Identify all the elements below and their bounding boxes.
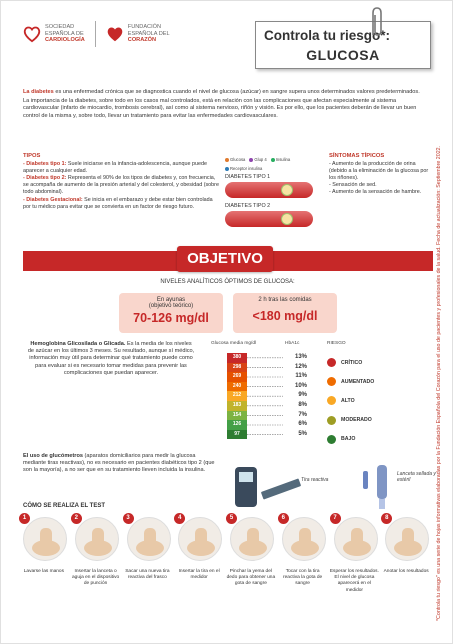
- title-line-1: Controla tu riesgo*:: [264, 28, 391, 43]
- step-caption: Esperar los resultados. El nivel de glucosa aparecerá en el medidor: [329, 569, 379, 593]
- fasting-range-box: [119, 293, 223, 333]
- logos: [23, 21, 170, 47]
- tipos-text: Se inicia en el embarazo y debe estar bien controlada por tu médico para evitar que se convierta en un factor de riesgo futuro.: [23, 196, 213, 210]
- diabetes-type-2-label: DIABETES TIPO 2: [225, 203, 271, 209]
- glucose-dot-icon: [225, 158, 229, 162]
- step-number: 3: [123, 513, 134, 524]
- glucosa-header: Glucosa media mg/dl: [211, 341, 257, 346]
- riesgo-item: [327, 372, 417, 391]
- hba1c-cell: 6%: [298, 421, 307, 428]
- legend-label: Receptor insulina: [230, 166, 263, 171]
- legend-item: [249, 157, 266, 162]
- risk-dot-icon: [327, 435, 336, 444]
- risk-dot-icon: [327, 377, 336, 386]
- step-number: 4: [174, 513, 185, 524]
- risk-dot-icon: [327, 416, 336, 425]
- tipos-item: [23, 175, 219, 196]
- tipos-text: Representa el 90% de los tipos de diabetes y, con frecuencia, se acompaña de aumento de la presión arterial y del colesterol, y obesidad (sobre todo abdominal).: [23, 175, 219, 196]
- range-value: <180 mg/dl: [252, 309, 318, 323]
- step-caption: Tocar con la tira reactiva la gota de sangre: [283, 569, 323, 587]
- hba1c-cell: 7%: [298, 411, 307, 418]
- step-illustration-icon: [334, 517, 378, 561]
- range-label: En ayunas: [156, 297, 186, 303]
- glucosa-cell: 380: [227, 353, 247, 363]
- legend-label: Glucosa: [230, 157, 246, 162]
- tipos-item: [23, 197, 219, 211]
- hba1c-cell: 5%: [298, 430, 307, 437]
- receptor-dot-icon: [225, 167, 229, 171]
- diabetes-type-1-label: DIABETES TIPO 1: [225, 174, 271, 180]
- riesgo-label: CRÍTICO: [341, 359, 363, 366]
- heart-logo-icon: [106, 25, 124, 43]
- glucosa-cell: 212: [227, 391, 247, 401]
- lanceta-label: Lanceta sellada y estéril: [397, 471, 436, 483]
- lancet-icon: [363, 471, 368, 489]
- riesgo-label: ALTO: [341, 397, 355, 404]
- glucosa-column: [227, 353, 247, 439]
- step-number: 2: [71, 513, 82, 524]
- step-illustration-icon: [75, 517, 119, 561]
- legend-item: [225, 166, 262, 171]
- title-line-2: GLUCOSA: [306, 47, 380, 63]
- connector-lines: [247, 353, 283, 449]
- postmeal-range-box: [233, 293, 337, 333]
- step-caption: Insertar la tira en el medidor: [178, 569, 220, 581]
- glucosa-cell: 240: [227, 382, 247, 392]
- glucosa-cell: 269: [227, 372, 247, 382]
- sintomas-item: - Sensación de sed.: [329, 182, 377, 189]
- niveles-heading: NIVELES ANALÍTICOS ÓPTIMOS DE GLUCOSA:: [160, 279, 295, 285]
- test-step: [381, 513, 431, 613]
- step-illustration-icon: [127, 517, 171, 561]
- paperclip-icon: [367, 5, 387, 39]
- step-illustration-icon: [385, 517, 429, 561]
- glucometro-section: [23, 453, 219, 475]
- glucosa-cell: 97: [227, 430, 247, 440]
- cells-legend: [225, 157, 315, 171]
- vertical-footnote: [436, 21, 446, 621]
- cell-icon: [281, 213, 293, 225]
- hba1c-cell: 11%: [295, 373, 307, 380]
- riesgo-label: BAJO: [341, 436, 356, 443]
- steps-row: [19, 513, 431, 613]
- hba1c-description: [27, 341, 195, 377]
- hba1c-header: HbA1c: [285, 341, 300, 346]
- glut4-dot-icon: [249, 158, 253, 162]
- tipos-label: - Diabetes tipo 1:: [23, 161, 67, 168]
- tipos-item: [23, 161, 219, 175]
- risk-dot-icon: [327, 358, 336, 367]
- sintomas-heading: SÍNTOMAS TÍPICOS: [329, 153, 385, 159]
- logo-divider: [95, 21, 96, 47]
- test-step: [71, 513, 121, 613]
- intro-section: [23, 89, 423, 122]
- step-number: 5: [226, 513, 237, 524]
- title-box: [255, 21, 431, 69]
- logo-line: CARDIOLOGÍA: [45, 37, 85, 44]
- step-caption: Anotar los resultados: [383, 569, 429, 574]
- blood-vessel-illustration: [225, 211, 313, 227]
- glucosa-cell: 298: [227, 363, 247, 373]
- range-sublabel: (objetivo teórico): [148, 303, 194, 309]
- cells-illustration: [225, 157, 315, 232]
- test-step: [174, 513, 224, 613]
- blood-vessel-illustration: [225, 182, 313, 198]
- glucometer-icon: [235, 467, 257, 507]
- test-step: [19, 513, 69, 613]
- step-number: 8: [381, 513, 392, 524]
- step-number: 7: [330, 513, 341, 524]
- tipos-section: [23, 153, 219, 211]
- cell-icon: [281, 184, 293, 196]
- risk-dot-icon: [327, 396, 336, 405]
- intro-paragraph-2: La importancia de la diabetes, sobre todo en los casos mal controlados, está en relación con las complicaciones que afectan especialmente al sistema cardiovascular (infarto de miocardio, trombosis cerebral), así como al sistema nervioso, riñón y visión. Es por ello, que los pacientes deberán de llevar un buen control de la misma y, sobre todo, llevar un tratamiento para evitar las enfermedades cardiovasculares.: [23, 98, 417, 119]
- intro-bold: La diabetes: [23, 89, 54, 95]
- logo-line: ESPAÑOLA DE: [45, 30, 84, 37]
- test-step: [123, 513, 173, 613]
- step-illustration-icon: [23, 517, 67, 561]
- step-caption: Lavarse las manos: [23, 569, 64, 574]
- riesgo-item: [327, 353, 417, 372]
- hba1c-bold: Hemoglobina Glicosilada o Glicada.: [30, 341, 126, 347]
- step-caption: Pinchar la yema del dedo para obtener una gota de sangre: [226, 569, 276, 587]
- tira-label: Tira reactiva: [301, 477, 329, 483]
- insulin-dot-icon: [271, 158, 275, 162]
- glucometro-bold: El uso de glucómetros: [23, 453, 83, 459]
- legend-item: [225, 157, 245, 162]
- glucosa-cell: 183: [227, 401, 247, 411]
- step-illustration-icon: [230, 517, 274, 561]
- tipos-heading: TIPOS: [23, 153, 41, 159]
- riesgo-item: [327, 411, 417, 430]
- test-step: [278, 513, 328, 613]
- heart-logo-icon: [23, 25, 41, 43]
- hba1c-column: [283, 353, 307, 439]
- range-value: 70-126 mg/dl: [133, 311, 209, 325]
- step-number: 6: [278, 513, 289, 524]
- range-label: 2 h tras las comidas: [258, 297, 312, 303]
- footnote-text: *Controla tu riesgo" es una serie de hojas informativas elaboradas por la Fundación Española del Corazón para el uso de pacientes y profesionales de la salud. Fecha de actualización: Septiembre 2022.: [436, 145, 442, 621]
- step-caption: Insertar la lanceta o aguja en el dispositivo de punción: [72, 569, 120, 587]
- objetivo-heading: OBJETIVO: [177, 246, 273, 272]
- glucometro-text: (aparatos domiciliarios para medir la glucosa mediante tiras reactivas), no es necesario en pacientes diabéticos tipo 2 (que son la mayoría), a no ser que en su tratamiento lleven incluida la insulina.: [23, 453, 215, 474]
- logo-line: CORAZÓN: [127, 37, 157, 44]
- sintomas-section: [329, 153, 429, 197]
- riesgo-item: [327, 430, 417, 449]
- riesgo-label: AUMENTADO: [341, 378, 375, 385]
- hba1c-cell: 12%: [294, 363, 307, 370]
- como-heading: CÓMO SE REALIZA EL TEST: [23, 503, 106, 509]
- tipos-text: Suele iniciarse en la infancia-adolescencia, aunque puede aparecer a cualquier edad.: [23, 161, 207, 175]
- tipos-label: - Diabetes Gestacional:: [23, 196, 83, 203]
- glucosa-cell: 154: [227, 411, 247, 421]
- hba1c-cell: 9%: [298, 392, 307, 399]
- test-step: [330, 513, 380, 613]
- sintomas-item: - Aumento de la sensación de hambre.: [329, 189, 422, 196]
- riesgo-legend: [327, 353, 417, 449]
- sintomas-item: - Aumento de la producción de orina (debido a la eliminación de la glucosa por los riñones).: [329, 161, 429, 182]
- hba1c-cell: 10%: [294, 382, 307, 389]
- riesgo-item: [327, 391, 417, 410]
- step-illustration-icon: [178, 517, 222, 561]
- glucometer-devices-illustration: [231, 457, 421, 515]
- logo-line: SOCIEDAD: [45, 24, 75, 31]
- tipos-label: - Diabetes tipo 2:: [23, 175, 67, 182]
- riesgo-header: RIESGO: [327, 341, 346, 346]
- hba1c-cell: 13%: [294, 354, 307, 360]
- test-step: [226, 513, 276, 613]
- logo-line: FUNDACIÓN: [127, 24, 162, 31]
- intro-text: es una enfermedad crónica que se diagnostica cuando el nivel de glucosa (azúcar) en sangre supera unos determinados valores predeterminados.: [53, 89, 420, 95]
- hba1c-text: Es la media de los niveles de azúcar en los últimos 3 meses. Su resultado, aunque sí médico, información muy útil para determinar qué tratamiento puede como para evaluar si es necesario tomar medidas para prevenir las complicaciones que puedan aparecer.: [27, 341, 195, 376]
- step-illustration-icon: [282, 517, 326, 561]
- hba1c-cell: 8%: [298, 401, 307, 408]
- logo-line: ESPAÑOLA DEL: [127, 30, 170, 37]
- legend-label: Insulina: [275, 157, 291, 162]
- legend-label: Glup 4: [254, 157, 267, 162]
- test-strip-icon: [261, 478, 301, 499]
- sec-logo: [23, 24, 85, 43]
- intro-paragraph-1: [23, 89, 423, 96]
- riesgo-label: MODERADO: [341, 417, 372, 424]
- step-number: 1: [19, 513, 30, 524]
- step-caption: Sacar una nueva tira reactiva del frasco: [125, 569, 170, 581]
- legend-item: [271, 157, 290, 162]
- glucosa-cell: 126: [227, 420, 247, 430]
- lancing-device-icon: [377, 465, 387, 509]
- fec-logo: [106, 24, 170, 43]
